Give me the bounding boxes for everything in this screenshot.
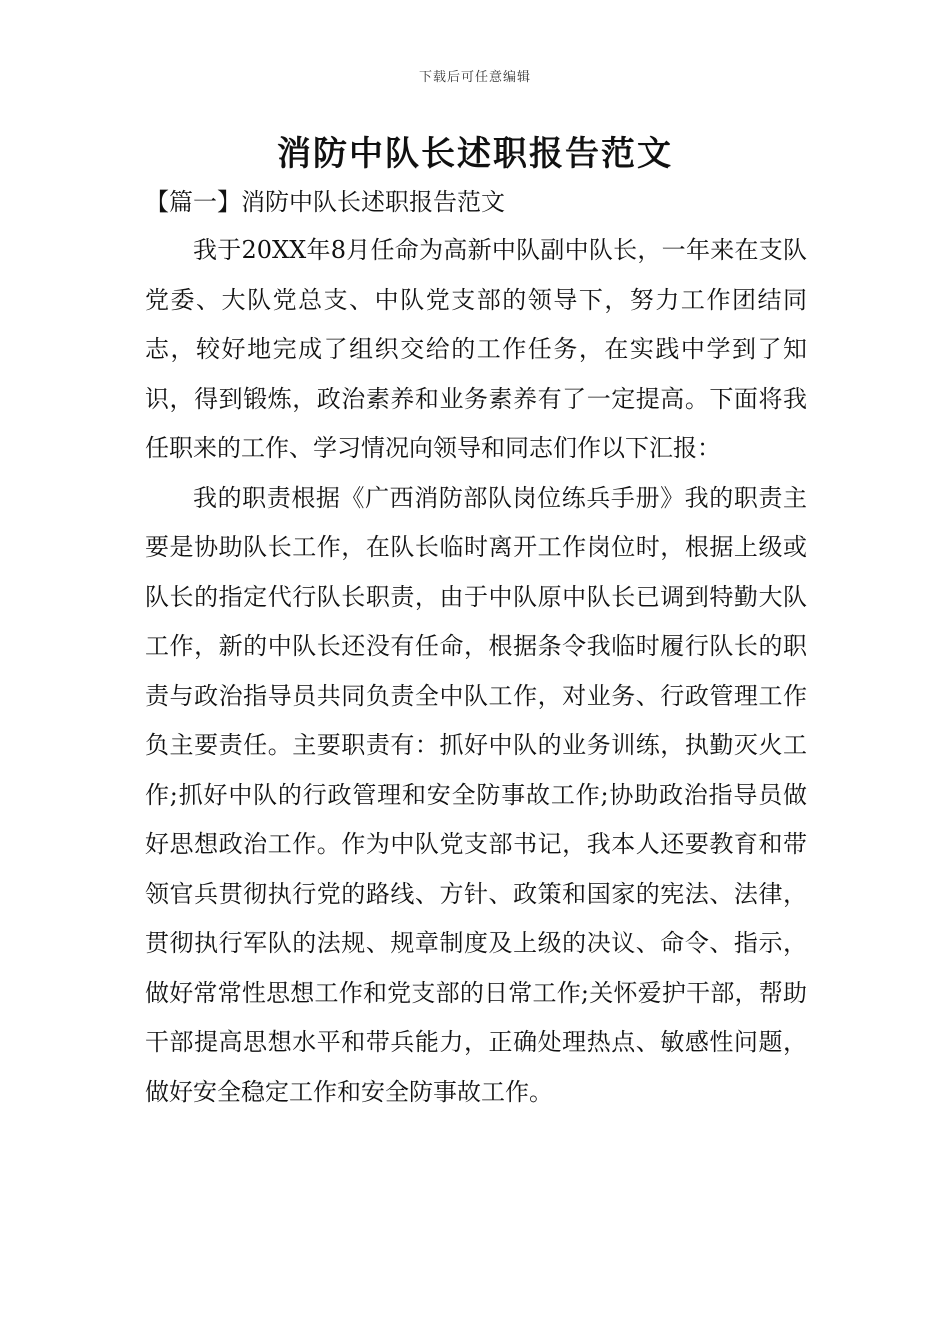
- document-title: 消防中队长述职报告范文: [277, 134, 673, 174]
- paragraph-1: 我于20XX年8月任命为高新中队副中队长，一年来在支队党委、大队党总支、中队党支部的领导下，努力工作团结同志，较好地完成了组织交给的工作任务，在实践中学到了知识，得到锻炼，政治素养和业务素养有了一定提高。下面将我任职来的工作、学习情况向领导和同志们作以下汇报：: [145, 236, 807, 462]
- header-note: 下载后可任意编辑: [418, 70, 531, 85]
- paragraph-2: 我的职责根据《广西消防部队岗位练兵手册》我的职责主要是协助队长工作，在队长临时离开工作岗位时，根据上级或队长的指定代行队长职责，由于中队原中队长已调到特勤大队工作，新的中队长还没有任命，根据条令我临时履行队长的职责与政治指导员共同负责全中队工作，对业务、行政管理工作负主要责任。主要职责有：抓好中队的业务训练，执勤灭火工作;抓好中队的行政管理和安全防事故工作;协助政治指导员做好思想政治工作。作为中队党支部书记，我本人还要教育和带领官兵贯彻执行党的路线、方针、政策和国家的宪法、法律，贯彻执行军队的法规、规章制度及上级的决议、命令、指示，做好常常性思想工作和党支部的日常工作;关怀爱护干部，帮助干部提高思想水平和带兵能力，正确处理热点、敏感性问题，做好安全稳定工作和安全防事故工作。: [145, 483, 807, 1106]
- section-heading: 【篇一】消防中队长述职报告范文: [145, 188, 505, 216]
- document-body: [145, 226, 807, 1117]
